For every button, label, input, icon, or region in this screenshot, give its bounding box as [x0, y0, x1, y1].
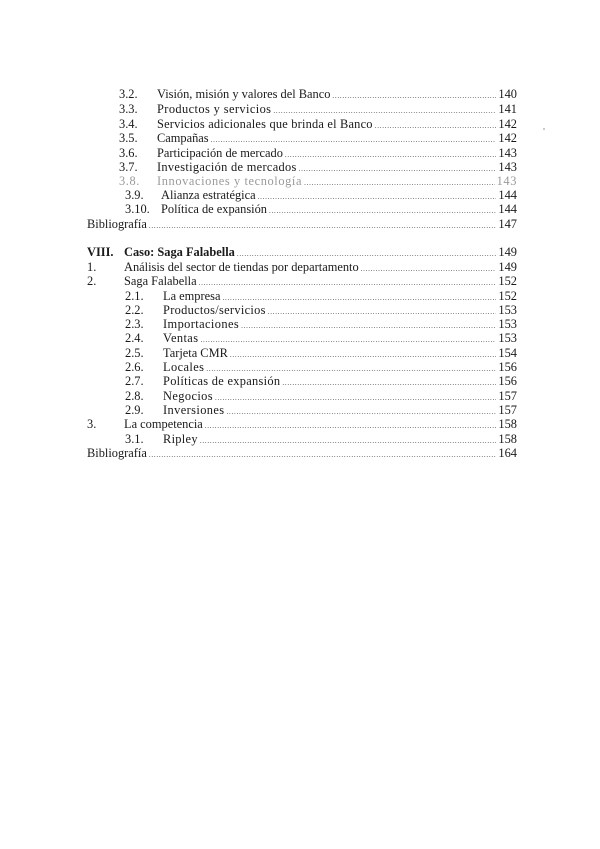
toc-entry-page: 156: [498, 374, 517, 388]
toc-entry-page: 143: [498, 160, 517, 174]
toc-entry-number: 3.6.: [119, 146, 138, 160]
toc-entry-number: 2.8.: [125, 389, 144, 403]
toc-entry-number: 3.8.: [119, 174, 140, 188]
toc-entry-title: Negocios: [163, 389, 213, 403]
toc-entry-page: 158: [498, 417, 517, 431]
toc-entry-page: 143: [498, 146, 517, 160]
toc-entry-title: Bibliografía: [87, 446, 147, 460]
toc-entry-number: 3.5.: [119, 131, 138, 145]
toc-leader-dots: [332, 86, 496, 102]
toc-entry-page: 152: [498, 289, 517, 303]
toc-entry-page: 149: [498, 245, 517, 259]
toc-entry-title: Investigación de mercados: [157, 160, 297, 174]
toc-leader-dots: [200, 330, 496, 346]
toc-entry-number: 3.1.: [125, 432, 144, 446]
scan-speck: [543, 128, 545, 130]
toc-entry-number: 2.1.: [125, 289, 144, 303]
toc-chapter-entry: [87, 244, 517, 260]
toc-entry-title: Innovaciones y tecnología: [157, 174, 303, 188]
toc-entry-page: 143: [496, 174, 517, 188]
toc-entry: [119, 86, 517, 102]
toc-entry-number: 2.5.: [125, 346, 144, 360]
toc-entry-number: 2.9.: [125, 403, 144, 417]
toc-entry-title: Ventas: [163, 331, 199, 345]
toc-entry-number: 2.3.: [125, 317, 144, 331]
toc-entry-number: 3.4.: [119, 117, 138, 131]
toc-entry-page: 154: [498, 346, 517, 360]
toc-entry-number: 2.7.: [125, 374, 144, 388]
toc-entry-page: 157: [498, 403, 517, 417]
toc-entry-title: Visión, misión y valores del Banco: [157, 87, 331, 101]
toc-entry-title: Bibliografía: [87, 217, 147, 231]
toc-entry-page: 144: [498, 188, 517, 202]
toc-entry-number: 2.2.: [125, 303, 144, 317]
toc-entry-title: Política de expansión: [161, 202, 267, 216]
toc-entry-number: 3.3.: [119, 102, 138, 116]
toc-entry: [125, 373, 517, 389]
toc-entry-page: 157: [498, 389, 517, 403]
toc-entry-number: 2.4.: [125, 331, 144, 345]
toc-entry: [87, 216, 517, 232]
toc-leader-dots: [211, 130, 497, 146]
toc-entry-number: 3.7.: [119, 160, 138, 174]
toc-entry-title: Locales: [163, 360, 205, 374]
toc-entry-page: 142: [498, 131, 517, 145]
toc-entry-number: 3.10.: [125, 202, 150, 216]
toc-entry-title: Importaciones: [163, 317, 240, 331]
toc-entry-title: Alianza estratégica: [161, 188, 256, 202]
toc-entry-page: 144: [498, 202, 517, 216]
toc-entry-page: 153: [498, 303, 517, 317]
toc-entry: [125, 330, 517, 346]
toc-entry-number: 2.6.: [125, 360, 144, 374]
toc-entry: [125, 201, 517, 217]
toc-entry-title: Productos/servicios: [163, 303, 266, 317]
toc-entry-number: VIII.: [87, 245, 114, 259]
toc-entry: [87, 273, 517, 289]
toc-entry-page: 164: [498, 446, 517, 460]
toc-leader-dots: [149, 216, 497, 232]
toc-entry: [87, 416, 517, 432]
toc-entry-title: Productos y servicios: [157, 102, 272, 116]
toc-leader-dots: [199, 273, 497, 289]
toc-entry-page: 153: [498, 317, 517, 331]
toc-entry-page: 140: [498, 87, 517, 101]
toc-entry: [119, 101, 517, 117]
toc-leader-dots: [237, 244, 497, 260]
toc-leader-dots: [282, 373, 496, 389]
toc-entry-title: La empresa: [163, 289, 221, 303]
toc-entry-title: Participación de mercado: [157, 146, 283, 160]
toc-entry-page: 141: [498, 102, 517, 116]
toc-entry-number: 3.2.: [119, 87, 138, 101]
toc-entry-page: 156: [498, 360, 517, 374]
toc-entry-title: Políticas de expansión: [163, 374, 281, 388]
toc-entry-page: 158: [498, 432, 517, 446]
toc-entry-number: 1.: [87, 260, 97, 274]
toc-entry-title: Saga Falabella: [124, 274, 197, 288]
toc-entry-title: Ripley: [163, 432, 198, 446]
toc-entry-page: 152: [498, 274, 517, 288]
toc-entry-title: Caso: Saga Falabella: [124, 245, 235, 259]
toc-leader-dots: [269, 201, 496, 217]
toc-leader-dots: [149, 445, 497, 461]
toc-entry-title: Inversiones: [163, 403, 225, 417]
toc-entry-page: 149: [498, 260, 517, 274]
toc-entry-title: Análisis del sector de tiendas por departamento: [124, 260, 359, 274]
toc-entry-title: La competencia: [124, 417, 203, 431]
toc-entry-number: 2.: [87, 274, 97, 288]
toc-entry-title: Tarjeta CMR: [163, 346, 228, 360]
toc-entry-number: 3.9.: [125, 188, 144, 202]
toc-entry-page: 153: [498, 331, 517, 345]
toc-entry: [119, 130, 517, 146]
toc-entry: [87, 445, 517, 461]
toc-entry-title: Campañas: [157, 131, 209, 145]
toc-entry-page: 147: [498, 217, 517, 231]
toc-entry-page: 142: [498, 117, 517, 131]
toc-entry-number: 3.: [87, 417, 97, 431]
toc-leader-dots: [273, 101, 496, 117]
toc-entry-title: Servicios adicionales que brinda el Banco: [157, 117, 373, 131]
toc-leader-dots: [205, 416, 497, 432]
